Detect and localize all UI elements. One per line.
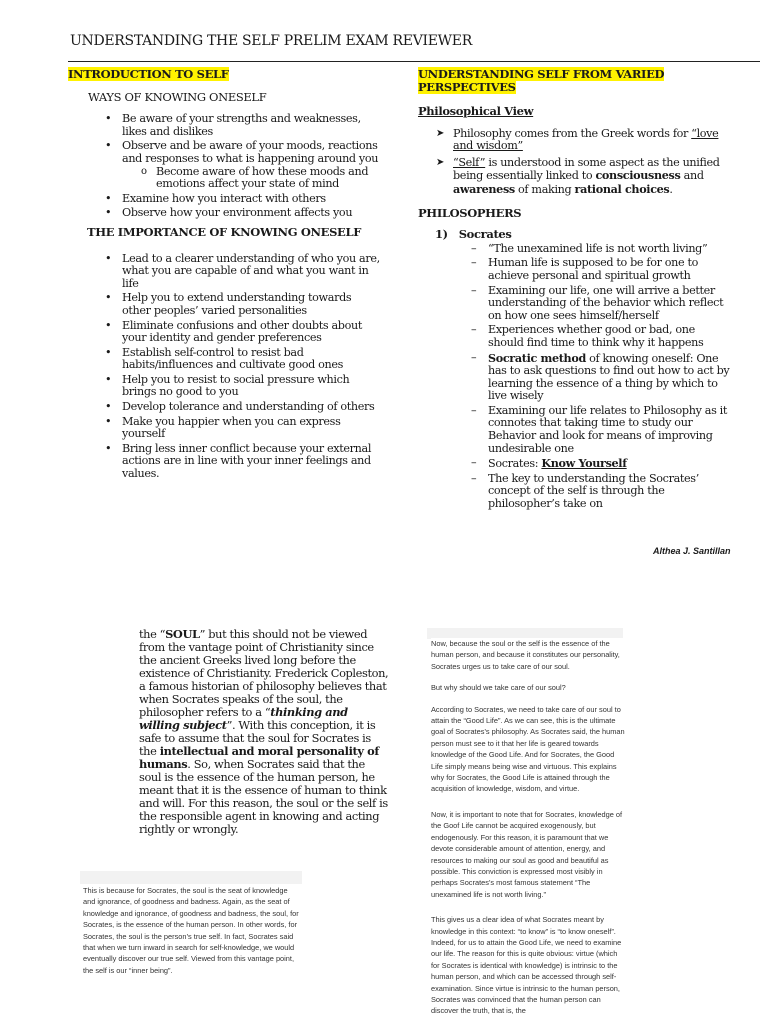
- excerpt-paragraph: Now, it is important to note that for Socrates, knowledge of the Goof Life cannot be acquired exogenously, but endogenously. For this reason, it is paramount that we devote considerable amount of attention, energy, and resources to making our soul as good and beautiful as possible. This conviction is expressed most visibly in perhaps Socrates’s most famous statement “The unexamined life is not worth living.”: [431, 809, 623, 899]
- list-item: • Lead to a clearer understanding of who you are, what you are capable of and what you want in life: [122, 253, 382, 291]
- excerpt-paragraph: This is because for Socrates, the soul is the seat of knowledge and ignorance, of goodness and badness. Again, as the seat of knowledge and ignorance, of goodness and badness, the soul, for Socrates, is the essence of the human person. In other words, for Socrates, the soul is the person’s true self. In fact, Socrates said that when we turn inward in search for self-knowledge, we would eventually discover our true self. Viewed from this vantage point, the self is our “inner being”.: [83, 886, 299, 975]
- socrates-list: [488, 243, 732, 511]
- list-subitem: o Become aware of how these moods and emotions affect your state of mind: [156, 166, 382, 191]
- excerpt-paragraph: But why should we take care of our soul?: [431, 683, 566, 693]
- philosophy-list: [453, 128, 733, 197]
- list-item: • Eliminate confusions and other doubts about your identity and gender preferences: [122, 320, 382, 345]
- left-column: [68, 68, 388, 483]
- author-signature: Althea J. Santillan: [653, 546, 731, 556]
- list-item: • Make you happier when you can express yourself: [122, 416, 382, 441]
- list-item: – “The unexamined life is not worth living”: [488, 243, 732, 256]
- list-item: – Examining our life relates to Philosophy as it connotes that taking time to study our Behavior and look for means of improving undesirable one: [488, 405, 732, 455]
- list-item: • Observe and be aware of your moods, reactions and responses to what is happening around you o Become aware of how these moods and emotions affect your state of mind: [122, 140, 382, 190]
- right-column: [418, 68, 736, 513]
- list-item: – The key to understanding the Socrates’ concept of the self is through the philosopher’s take on: [488, 473, 732, 511]
- philosophical-view-heading: Philosophical View: [418, 104, 534, 118]
- list-item: • Develop tolerance and understanding of others: [122, 401, 382, 414]
- list-item: • Establish self-control to resist bad habits/influences and cultivate good ones: [122, 347, 382, 372]
- list-item: • Examine how you interact with others: [122, 193, 382, 206]
- ways-heading: WAYS OF KNOWING ONESELF: [88, 89, 267, 104]
- list-item: – Socrates: Know Yourself: [488, 457, 732, 471]
- importance-list: [122, 253, 382, 481]
- excerpt-left: [83, 885, 301, 986]
- list-item: • Be aware of your strengths and weaknesses, likes and dislikes: [122, 113, 382, 138]
- intro-heading: INTRODUCTION TO SELF: [68, 67, 229, 81]
- ways-list: [122, 113, 382, 220]
- importance-heading: THE IMPORTANCE OF KNOWING ONESELF: [87, 224, 362, 239]
- excerpt-right: [431, 638, 627, 1027]
- excerpt-paragraph: This gives us a clear idea of what Socrates meant by knowledge in this context: “to know” is “to know oneself”. Indeed, for us to attain the Good Life, we need to examine our life. The reason for this is quite obvious: virtue (which for Socrates is identical with knowledge) is intrinsic to the human person, and which can be accessed through self-examination. Since virtue is intrinsic to the human person, Socrates was convinced that the human person can discover the truth, that is, the: [431, 915, 622, 1016]
- perspectives-heading: UNDERSTANDING SELF FROM VARIED PERSPECTIVES: [418, 67, 665, 94]
- list-item: ➤ “Self” is understood in some aspect as the unified being essentially linked to consciousness and awareness of making rational choices.: [453, 157, 733, 197]
- list-item: • Help you to extend understanding towards other peoples’ varied personalities: [122, 292, 382, 317]
- list-item: – Experiences whether good or bad, one should find time to think why it happens: [488, 324, 732, 349]
- list-item: • Bring less inner conflict because your external actions are in line with your inner feelings and values.: [122, 443, 382, 481]
- document-title: UNDERSTANDING THE SELF PRELIM EXAM REVIEWER: [70, 33, 472, 49]
- excerpt-top-bar: [80, 871, 302, 884]
- title-rule: [68, 61, 760, 62]
- list-item: – Human life is supposed to be for one to achieve personal and spiritual growth: [488, 257, 732, 282]
- excerpt-paragraph: Now, because the soul or the self is the essence of the human person, and because it constitutes our personality, Socrates urges us to take care of our soul.: [431, 639, 620, 671]
- socrates-heading: 1) Socrates: [435, 227, 512, 242]
- list-item: – Examining our life, one will arrive a better understanding of the behavior which reflect on how one sees himself/herself: [488, 285, 732, 323]
- list-item: ➤ Philosophy comes from the Greek words for “love and wisdom”: [453, 128, 733, 153]
- philosophers-heading: PHILOSOPHERS: [418, 205, 522, 220]
- list-item: • Help you to resist to social pressure which brings no good to you: [122, 374, 382, 399]
- excerpt-paragraph: According to Socrates, we need to take care of our soul to attain the “Good Life”. As we can see, this is the ultimate goal of Socrates’s philosophy. As Socrates said, the human person must see to it that her life is geared towards knowledge of the Good Life. And for Socrates, the Good Life simply means being wise and virtuous. This explains why for Socrates, the Good Life is attained through the acquisition of knowledge, wisdom, and virtue.: [431, 704, 625, 794]
- soul-paragraph: the “SOUL” but this should not be viewed from the vantage point of Christianity since the ancient Greeks lived long before the existence of Christianity. Frederick Copleston, a famous historian of philosophy believes that when Socrates speaks of the soul, the philosopher refers to a “thinking and willing subject”. With this conception, it is safe to assume that the soul for Socrates is the intellectual and moral personality of humans. So, when Socrates said that the soul is the essence of the human person, he meant that it is the essence of human to think and will. For this reason, the soul or the self is the responsible agent in knowing and acting rightly or wrongly.: [139, 627, 389, 836]
- list-item: – Socratic method of knowing oneself: One has to ask questions to find out how to act by learning the essence of a thing by which to live wisely: [488, 352, 732, 403]
- list-item: • Observe how your environment affects you: [122, 207, 382, 220]
